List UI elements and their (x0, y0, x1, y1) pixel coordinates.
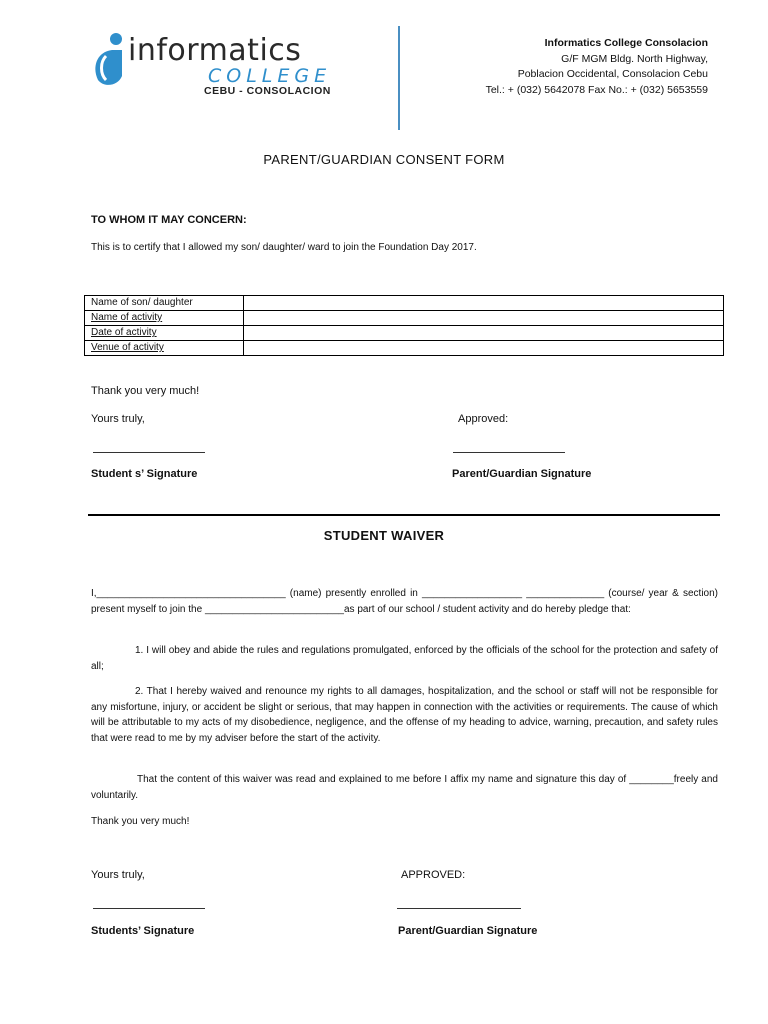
row-value-field[interactable] (244, 311, 724, 326)
student-signature-line[interactable] (93, 452, 205, 453)
logo-subtitle: CEBU - CONSOLACION (204, 85, 331, 97)
waiver-closing: That the content of this waiver was read and explained to me before I affix my name and signature this day of ________freely and voluntarily. (91, 774, 718, 801)
row-label: Venue of activity (85, 341, 244, 356)
consent-thanks: Thank you very much! (91, 385, 200, 397)
activity-info-table (84, 295, 724, 356)
waiver-intro: I,__________________________________ (name) presently enrolled in __________________ ______________ (course/ year & section) present myself to join the _________________________as part of our school / student activity and do hereby pledge that: (91, 588, 718, 615)
to-whom-heading: TO WHOM IT MAY CONCERN: (91, 214, 247, 226)
row-value-field[interactable] (244, 326, 724, 341)
waiver-guardian-signature-line[interactable] (397, 908, 521, 909)
waiver-approved: APPROVED: (401, 869, 466, 881)
table-row (85, 296, 724, 311)
row-label: Name of activity (85, 311, 244, 326)
section-divider (88, 514, 720, 516)
waiver-item-1: 1. I will obey and abide the rules and regulations promulgated, enforced by the officials of the school for the protection and safety of all; (91, 645, 718, 672)
logo-wordmark: informatics (128, 33, 302, 68)
contact-phone: Tel.: + (032) 5642078 Fax No.: + (032) 5653559 (485, 83, 708, 96)
consent-approved: Approved: (458, 413, 509, 425)
table-row (85, 341, 724, 356)
contact-name: Informatics College Consolacion (544, 37, 708, 49)
contact-address-2: Poblacion Occidental, Consolacion Cebu (517, 68, 708, 80)
certify-text: This is to certify that I allowed my son/ daughter/ ward to join the Foundation Day 2017. (91, 242, 477, 253)
consent-title: PARENT/GUARDIAN CONSENT FORM (263, 152, 505, 167)
waiver-yours-truly: Yours truly, (91, 869, 145, 881)
waiver-student-signature-label: Students’ Signature (91, 925, 195, 937)
waiver-guardian-signature-label: Parent/Guardian Signature (398, 925, 538, 937)
consent-yours-truly: Yours truly, (91, 413, 145, 425)
waiver-title: STUDENT WAIVER (323, 528, 445, 543)
table-row (85, 326, 724, 341)
guardian-signature-line[interactable] (453, 452, 565, 453)
table-row (85, 311, 724, 326)
guardian-signature-label: Parent/Guardian Signature (452, 468, 592, 480)
row-value-field[interactable] (244, 341, 724, 356)
waiver-thanks: Thank you very much! (91, 816, 190, 827)
contact-block (486, 36, 708, 98)
logo-i-icon (92, 32, 132, 86)
waiver-student-signature-line[interactable] (93, 908, 205, 909)
row-value-field[interactable] (244, 296, 724, 311)
waiver-item-2: 2. That I hereby waived and renounce my rights to all damages, hospitalization, and the school or staff will not be responsible for any misfortune, injury, or accident be slight or serious, that may happen in connection with the activities or requirements. The cause of which will be attributable to my acts of my disobedience, negligence, and the offense of my heading to advice, warning, precaution, and safety rules that were read to me by my adviser before the start of the activity. (91, 686, 718, 744)
logo-college-text: COLLEGE (208, 65, 332, 87)
contact-address-1: G/F MGM Bldg. North Highway, (561, 52, 708, 65)
header-divider (398, 26, 400, 130)
row-label: Date of activity (85, 326, 244, 341)
student-signature-label: Student s’ Signature (91, 468, 198, 480)
row-label: Name of son/ daughter (85, 296, 244, 311)
